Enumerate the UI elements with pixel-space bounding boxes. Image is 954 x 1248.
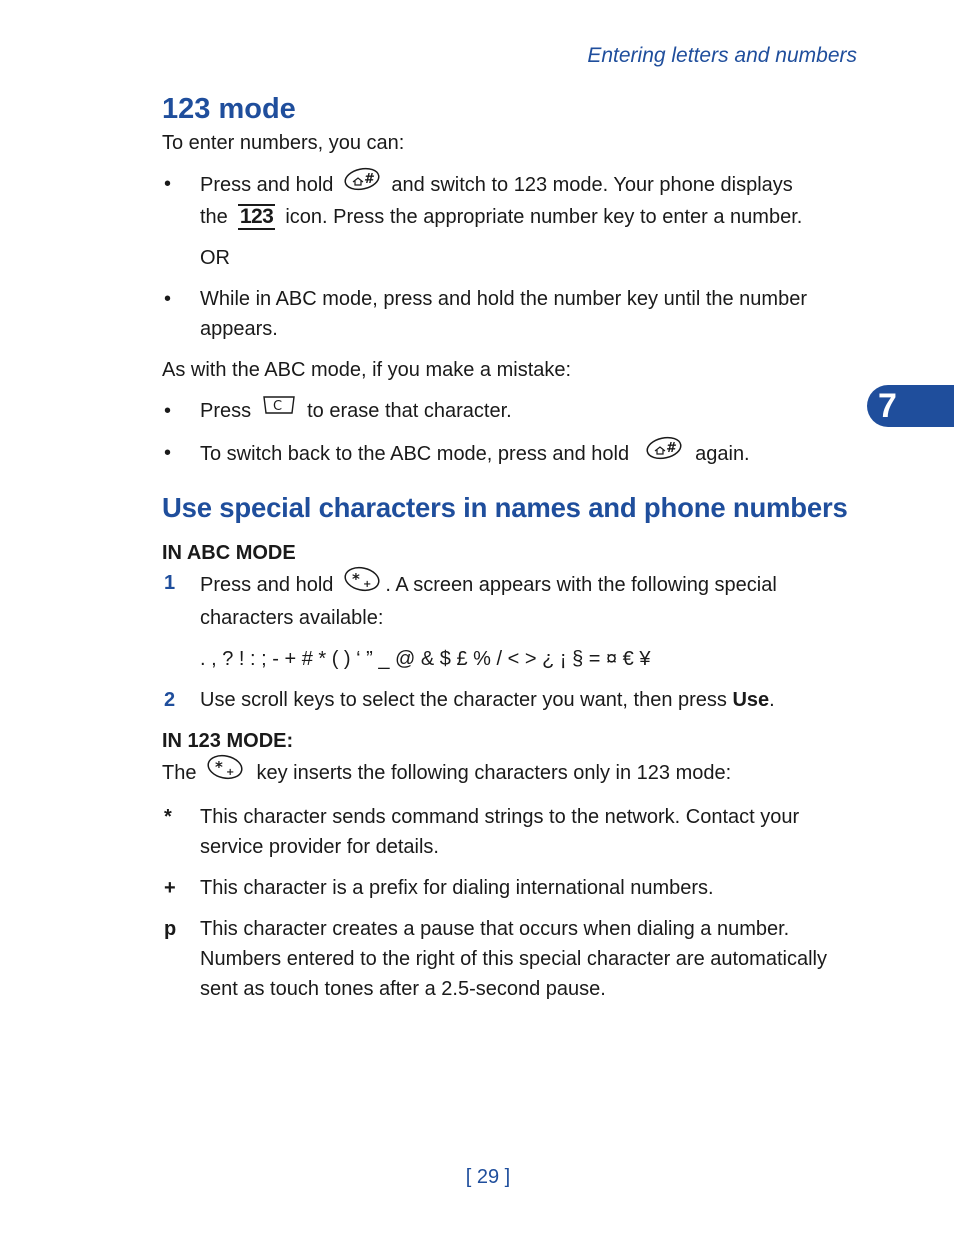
bullet-item xyxy=(162,396,862,427)
bullet-item xyxy=(162,438,862,471)
char-item-pause xyxy=(162,914,862,1004)
char-symbol: + xyxy=(164,877,176,900)
svg-text:#: # xyxy=(364,172,374,187)
bullet-body: Press C to erase that character. xyxy=(200,396,862,427)
char-description: This character sends command strings to the network. Contact your service provider for details. xyxy=(200,806,800,859)
star-key-icon xyxy=(343,566,381,601)
section-heading-special-characters: Use special characters in names and phone numbers xyxy=(162,492,848,524)
step-body: Use scroll keys to select the character you want, then press Use. xyxy=(200,689,775,712)
svg-text:*: * xyxy=(352,570,361,589)
step-body: Press and hold * + . A screen appears with the following special characters available: xyxy=(200,568,862,633)
running-head: Entering letters and numbers xyxy=(587,44,857,67)
bullet-body: Press and hold # and switch to 123 mode. Your phone displays the 123 icon. Press the appropriate number key to enter a number. xyxy=(200,169,862,232)
char-symbol: * xyxy=(164,806,172,829)
svg-text:#: # xyxy=(666,441,676,457)
bullet-marker: • xyxy=(164,173,172,195)
or-text: OR xyxy=(200,247,230,269)
svg-text:C: C xyxy=(273,399,283,415)
bullet-marker: • xyxy=(164,442,172,465)
char-description: This character creates a pause that occurs when dialing a number. Numbers entered to the right of this special character are automatically sent as touch tones after a 2.5-second pause. xyxy=(200,918,827,1001)
bullet-item xyxy=(162,169,862,232)
intro-text: To enter numbers, you can: xyxy=(162,132,405,154)
clear-key-icon xyxy=(261,394,297,425)
page-number: [ 29 ] xyxy=(465,1166,511,1188)
char-symbol: p xyxy=(164,918,177,941)
svg-text:*: * xyxy=(215,758,224,777)
mode123-intro: The * + key inserts the following characters only in 123 mode: xyxy=(162,756,862,791)
hash-key-icon xyxy=(343,167,381,200)
subheading-123-mode: IN 123 MODE: xyxy=(162,730,294,753)
special-characters-list: . , ? ! : ; - + # * ( ) ‘ ” _ @ & $ £ % / < > ¿ ¡ § = ¤ € ¥ xyxy=(200,648,651,671)
step-number: 2 xyxy=(164,689,176,712)
svg-text:+: + xyxy=(226,767,235,779)
subheading-abc-mode: IN ABC MODE xyxy=(162,542,296,565)
step-item xyxy=(162,685,862,715)
bullet-body: While in ABC mode, press and hold the number key until the number appears. xyxy=(200,288,807,340)
softkey-label-use: Use xyxy=(732,689,770,712)
chapter-tab: 7 xyxy=(867,385,954,427)
bullet-item xyxy=(162,284,862,344)
mistake-intro-text: As with the ABC mode, if you make a mistake: xyxy=(162,359,572,381)
bullet-marker: • xyxy=(164,400,172,422)
hash-key-icon xyxy=(645,436,683,469)
star-key-icon xyxy=(206,754,244,789)
svg-text:+: + xyxy=(363,579,372,591)
step-item xyxy=(162,568,862,633)
123-mode-indicator-icon: 123 xyxy=(239,205,274,228)
page-content xyxy=(162,90,862,1004)
char-item-star xyxy=(162,802,862,862)
char-description: This character is a prefix for dialing international numbers. xyxy=(200,877,714,900)
step-number: 1 xyxy=(164,572,176,595)
char-item-plus xyxy=(162,873,862,903)
bullet-marker: • xyxy=(164,288,172,310)
bullet-body: To switch back to the ABC mode, press and hold # again. xyxy=(200,438,862,471)
section-heading-123-mode: 123 mode xyxy=(162,93,296,125)
